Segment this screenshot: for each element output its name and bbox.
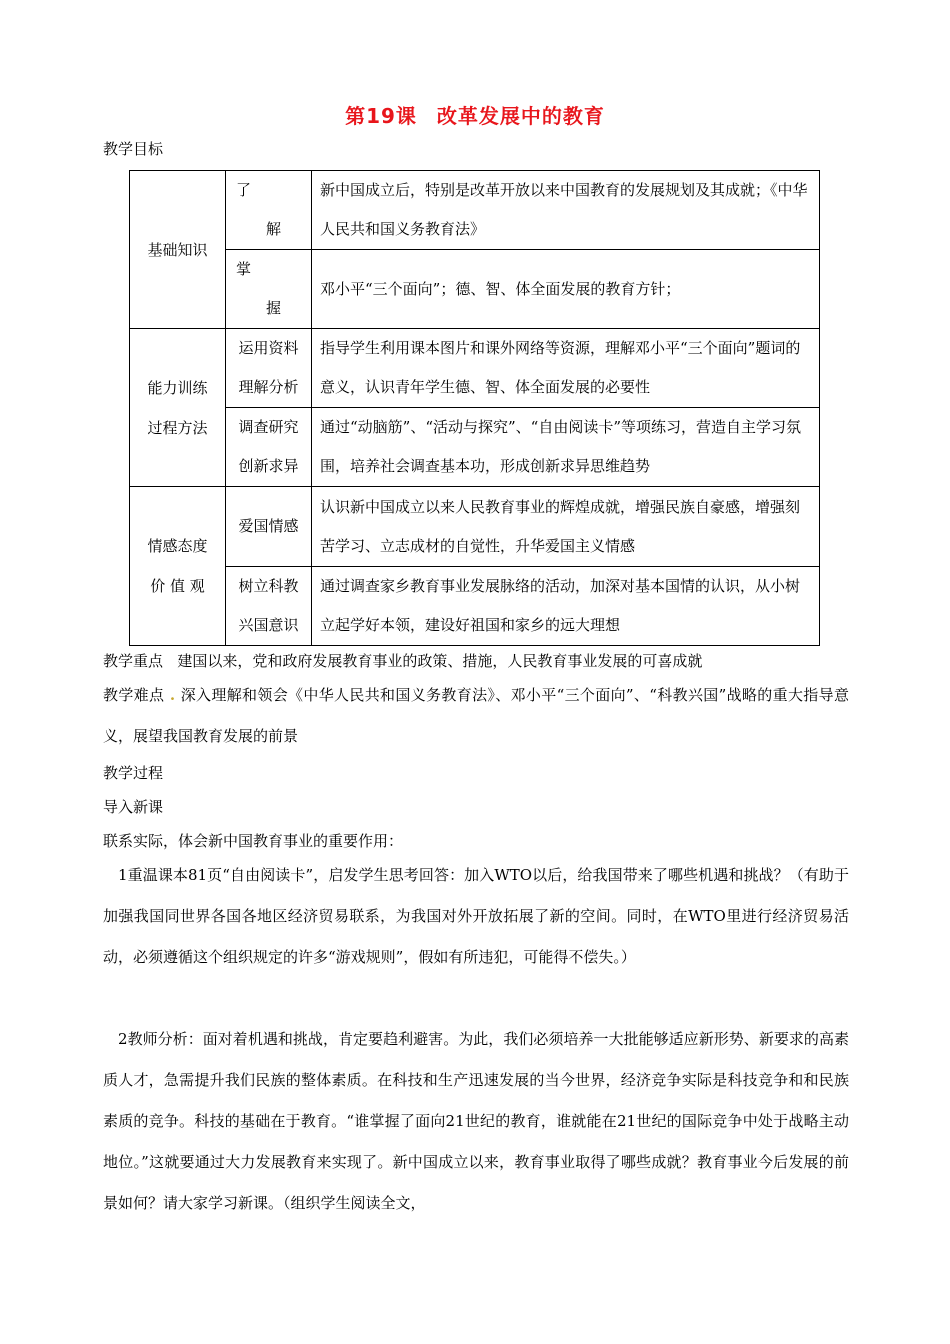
sub-master: 掌 握 <box>226 250 312 329</box>
difficulty-text: 深入理解和领会《中华人民共和国义务教育法》、邓小平“三个面向”、“科教兴国”战略的重大指导意义，展望我国教育发展的前景 <box>103 686 849 745</box>
desc-research: 通过“动脑筋”、“活动与探究”、“自由阅读卡”等项练习，营造自主学习氛围，培养社会调查基本功，形成创新求异思维趋势 <box>312 408 820 487</box>
intro-text: 联系实际，体会新中国教育事业的重要作用： <box>103 832 404 850</box>
key-point <box>103 650 702 671</box>
desc-data-analysis: 指导学生利用课本图片和课外网络等资源，理解邓小平“三个面向”题词的意义，认识青年学生德、智、体全面发展的必要性 <box>312 329 820 408</box>
lesson-name: 改革发展中的教育 <box>436 104 605 128</box>
category-ability: 能力训练 过程方法 <box>130 329 226 487</box>
intro-heading: 导入新课 <box>103 798 164 816</box>
key-point-label: 教学重点 <box>103 652 164 670</box>
process-heading: 教学过程 <box>103 764 164 782</box>
sub-data-analysis: 运用资料 理解分析 <box>226 329 312 408</box>
desc-science-education: 通过调查家乡教育事业发展脉络的活动，加深对基本国情的认识，从小树立起学好本领，建设好祖国和家乡的远大理想 <box>312 567 820 646</box>
sub-patriotism: 爱国情感 <box>226 487 312 567</box>
desc-patriotism: 认识新中国成立以来人民教育事业的辉煌成就，增强民族自豪感，增强刻苦学习、立志成材的自觉性，升华爱国主义情感 <box>312 487 820 567</box>
difficulty <box>103 675 849 757</box>
paragraph-2: 2教师分析：面对着机遇和挑战，肯定要趋利避害。为此，我们必须培养一大批能够适应新形势、新要求的高素质人才，急需提升我们民族的整体素质。在科技和生产迅速发展的当今世界，经济竞争实际是科技竞争和和民族素质的竞争。科技的基础在于教育。“谁掌握了面向21世纪的教育，谁就能在21世纪的国际竞争中处于战略主动地位。”这就要通过大力发展教育来实现了。新中国成立以来，教育事业取得了哪些成就？教育事业今后发展的前景如何？请大家学习新课。（组织学生阅读全文， <box>103 1030 849 1212</box>
category-emotion: 情感态度 价 值 观 <box>130 487 226 646</box>
paragraph-1: 1重温课本81页“自由阅读卡”，启发学生思考回答：加入WTO以后，给我国带来了哪些机遇和挑战？（有助于加强我国同世界各国各地区经济贸易联系，为我国对外开放拓展了新的空间。同时，在WTO里进行经济贸易活动，必须遵循这个组织规定的许多“游戏规则”，假如有所违犯，可能得不偿失。） <box>103 866 849 966</box>
desc-master: 邓小平“三个面向”；德、智、体全面发展的教育方针； <box>312 250 820 329</box>
sub-research: 调查研究 创新求异 <box>226 408 312 487</box>
objectives-heading: 教学目标 <box>103 140 164 158</box>
sub-science-education: 树立科教 兴国意识 <box>226 567 312 646</box>
category-basic: 基础知识 <box>130 171 226 329</box>
sub-understand: 了 解 <box>226 171 312 250</box>
desc-understand: 新中国成立后，特别是改革开放以来中国教育的发展规划及其成就；《中华人民共和国义务教育法》 <box>312 171 820 250</box>
difficulty-label: 教学难点 <box>103 686 165 704</box>
objectives-table <box>129 170 820 646</box>
key-point-text: 建国以来，党和政府发展教育事业的政策、措施，人民教育事业发展的可喜成就 <box>177 652 703 670</box>
dot-mark: . <box>164 686 181 704</box>
page-title <box>0 100 950 129</box>
lesson-number: 第19课 <box>345 104 417 128</box>
